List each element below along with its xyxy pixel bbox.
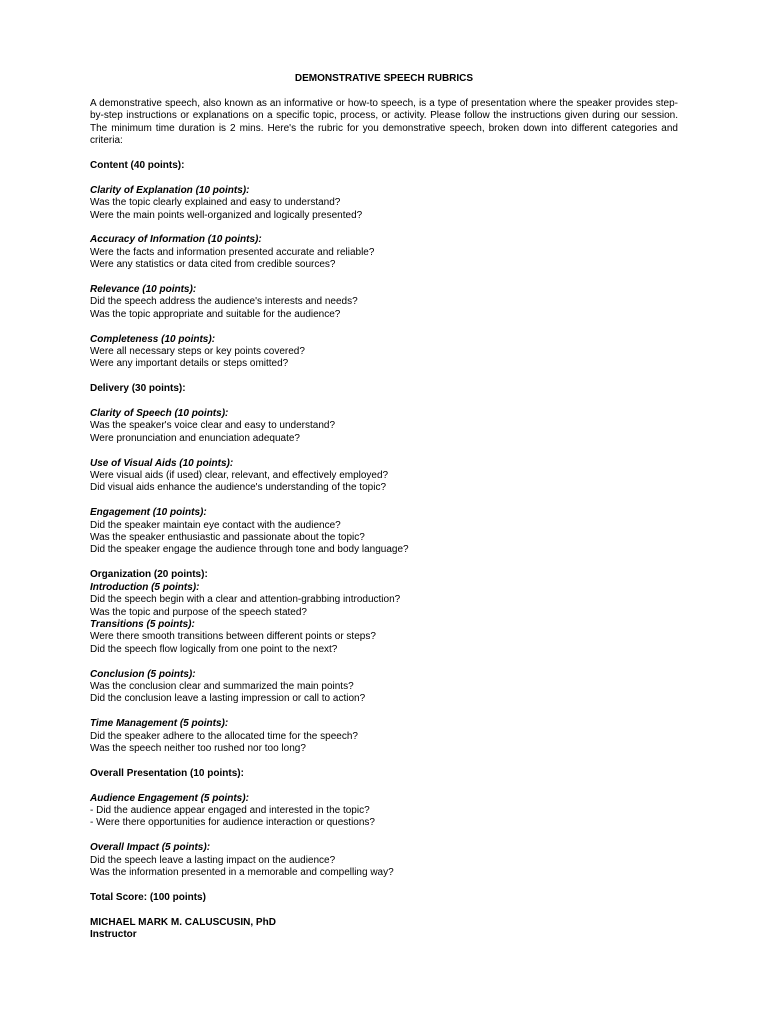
criterion-heading: Accuracy of Information (10 points): [90,234,262,246]
criterion-heading: Audience Engagement (5 points): [90,792,249,804]
criterion-question: Were the facts and information presented accurate and reliable? [90,246,375,258]
criterion-use-of-visual-aids [90,458,678,495]
criterion-question: Did the conclusion leave a lasting impression or call to action? [90,693,366,705]
criterion-question: Was the speaker's voice clear and easy to understand? [90,420,336,432]
total-score: Total Score: (100 points) [90,891,206,903]
criterion-question: Did the speaker engage the audience through tone and body language? [90,544,409,556]
section-heading-overall-presentation: Overall Presentation (10 points): [90,767,244,779]
criterion-completeness [90,334,678,371]
criterion-question: Did the speaker maintain eye contact with the audience? [90,519,341,531]
criterion-question: Were visual aids (if used) clear, relevant, and effectively employed? [90,470,389,482]
signatory-name: MICHAEL MARK M. CALUSCUSIN, PhD [90,916,276,928]
criterion-heading: Clarity of Speech (10 points): [90,408,229,420]
criterion-heading: Engagement (10 points): [90,507,207,519]
criterion-question: Did the speech flow logically from one point to the next? [90,643,338,655]
signature-block [90,917,678,942]
criterion-question: Did the speech begin with a clear and attention-grabbing introduction? [90,594,401,606]
document-title: DEMONSTRATIVE SPEECH RUBRICS [294,73,474,84]
criterion-question: Was the speech neither too rushed nor too long? [90,742,306,754]
criterion-question: Were pronunciation and enunciation adequate? [90,432,300,444]
document-body [90,98,678,941]
criterion-clarity-of-explanation [90,185,678,222]
criterion-conclusion [90,669,678,706]
criterion-question: Did visual aids enhance the audience's understanding of the topic? [90,482,387,494]
signatory-role: Instructor [90,928,137,940]
criterion-relevance [90,284,678,321]
criterion-audience-engagement [90,793,678,830]
criterion-accuracy-of-information [90,234,678,271]
criterion-question: Was the topic and purpose of the speech stated? [90,606,307,618]
criterion-question: Were all necessary steps or key points covered? [90,346,305,358]
criterion-heading: Clarity of Explanation (10 points): [90,184,250,196]
criterion-question: Did the speech leave a lasting impact on the audience? [90,854,336,866]
criterion-heading: Conclusion (5 points): [90,668,196,680]
criterion-question: Were the main points well-organized and logically presented? [90,209,363,221]
criterion-overall-impact [90,842,678,879]
criterion-time-management [90,718,678,755]
criterion-clarity-of-speech [90,408,678,445]
section-heading-delivery: Delivery (30 points): [90,383,186,395]
criterion-question: - Were there opportunities for audience interaction or questions? [90,817,375,829]
intro-paragraph: A demonstrative speech, also known as an informative or how-to speech, is a type of presentation where the speaker provides step-by-step instructions or explanations on a specific topic, process, or activity. Please follow the instructions given during our session. The minimum time duration is 2 mins. Here's the rubric for you demonstrative speech, broken down into different categories and criteria: [90,98,678,147]
section-organization [90,569,678,656]
criterion-heading: Time Management (5 points): [90,718,229,730]
section-heading-organization: Organization (20 points): [90,569,208,581]
criterion-heading: Introduction (5 points): [90,581,200,593]
criterion-question: Were any statistics or data cited from credible sources? [90,259,336,271]
criterion-question: Were there smooth transitions between different points or steps? [90,631,376,643]
criterion-heading: Relevance (10 points): [90,284,197,296]
criterion-engagement [90,507,678,557]
criterion-question: Did the speech address the audience's interests and needs? [90,296,358,308]
section-heading-content: Content (40 points): [90,160,185,172]
criterion-question: Were any important details or steps omitted? [90,358,289,370]
criterion-question: - Did the audience appear engaged and interested in the topic? [90,804,370,816]
criterion-heading: Transitions (5 points): [90,618,195,630]
criterion-question: Was the topic clearly explained and easy to understand? [90,197,341,209]
criterion-question: Was the topic appropriate and suitable for the audience? [90,308,341,320]
criterion-question: Was the speaker enthusiastic and passionate about the topic? [90,532,365,544]
criterion-heading: Completeness (10 points): [90,333,216,345]
criterion-question: Did the speaker adhere to the allocated time for the speech? [90,730,358,742]
criterion-heading: Use of Visual Aids (10 points): [90,457,234,469]
criterion-question: Was the information presented in a memorable and compelling way? [90,866,394,878]
criterion-question: Was the conclusion clear and summarized the main points? [90,680,354,692]
criterion-heading: Overall Impact (5 points): [90,842,211,854]
